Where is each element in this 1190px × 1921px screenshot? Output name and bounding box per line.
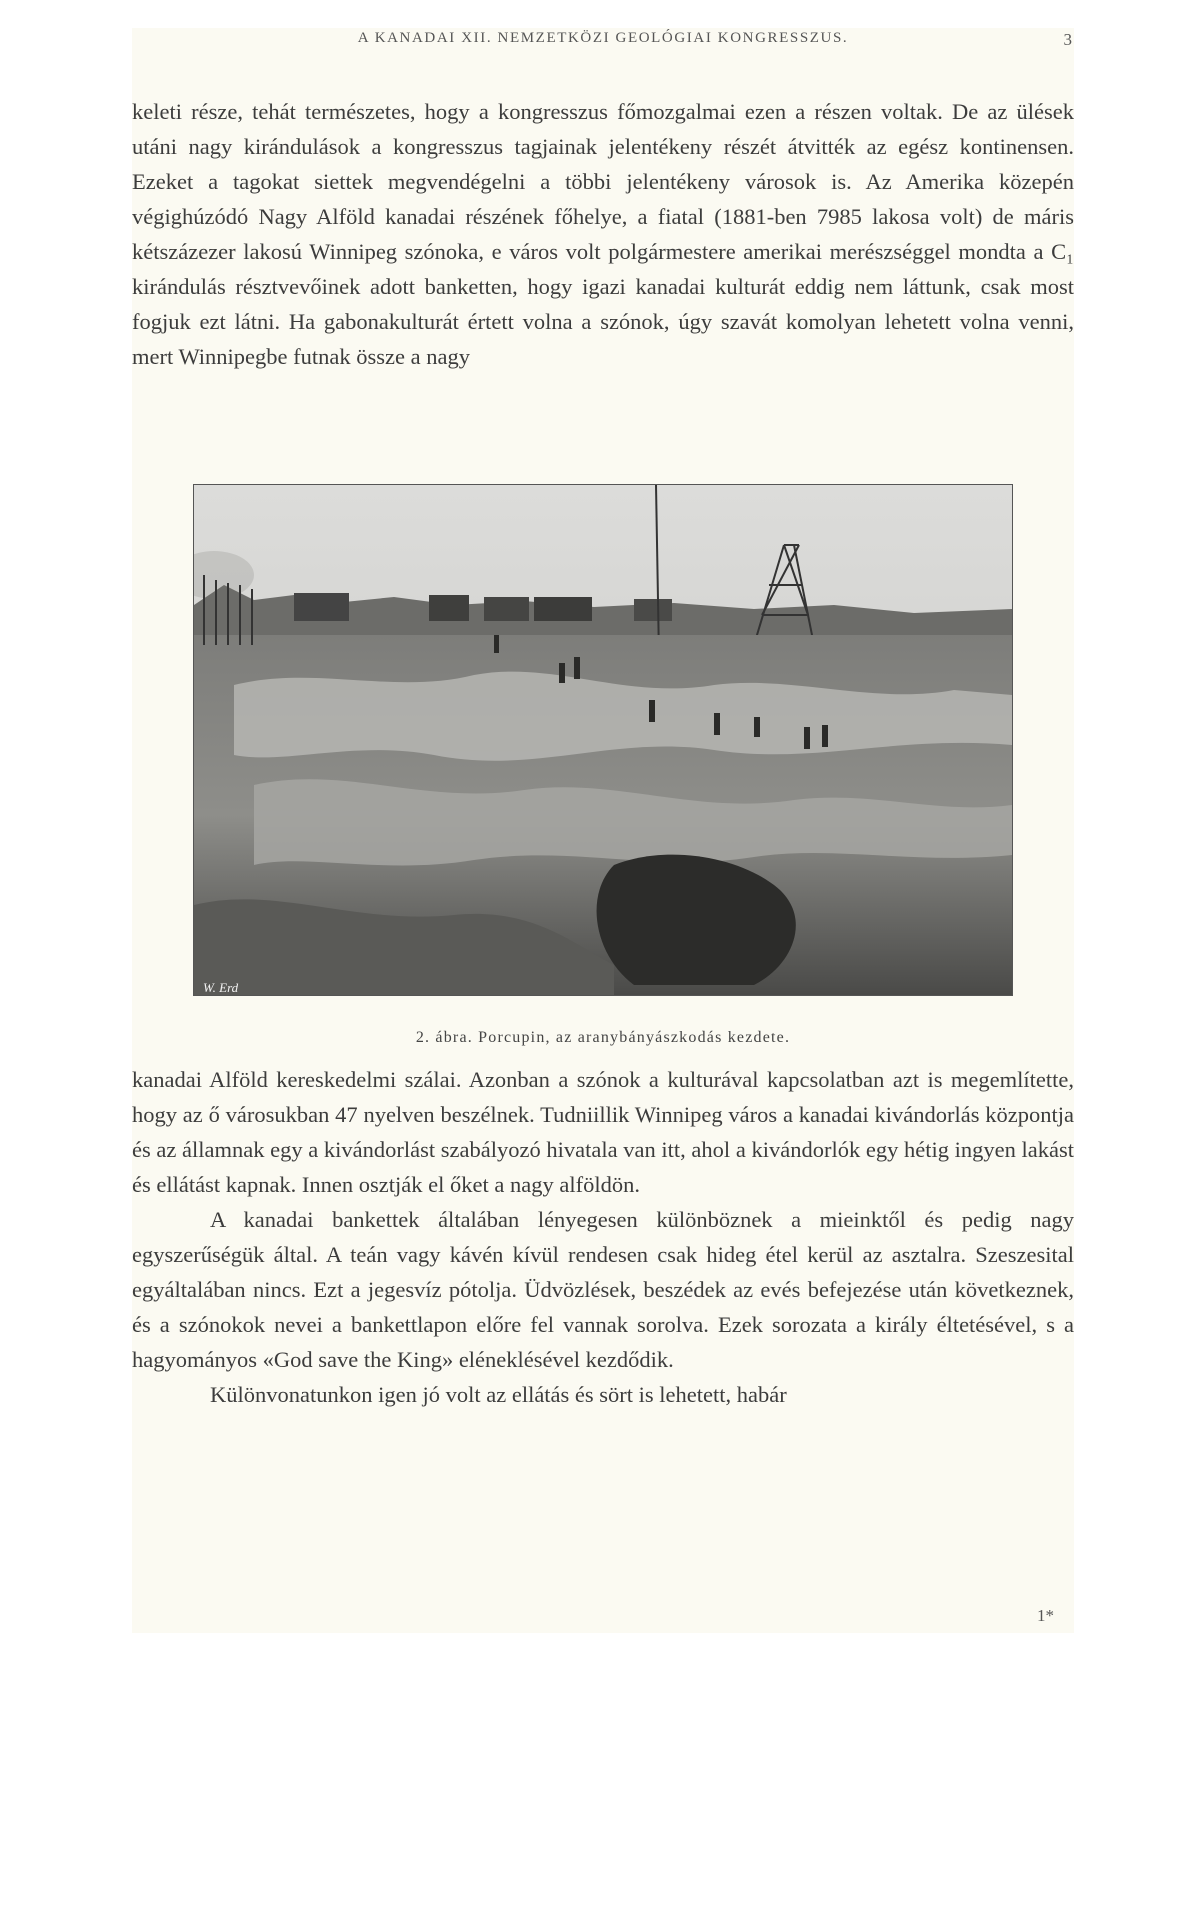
- figure-photo: [193, 484, 1013, 996]
- running-head-title: A KANADAI XII. NEMZETKÖZI GEOLÓGIAI KONGRESSZUS.: [357, 30, 849, 46]
- paragraph: A kanadai bankettek általában lényegesen különböznek a mieinktől és pedig nagy egyszerűségük által. A teán vagy kávén kívül rendesen csak hideg étel kerül az asztalra. Szeszesital egyáltalában nincs. Ezt a jegesvíz pótolja. Üdvözlések, beszédek az evés befejezése után következnek, és a szónokok nevei a bankettlapon előre fel vannak sorolva. Ezek sorozata a király éltetésével, s a hagyományos «God save the King» eléneklésével kezdődik.: [132, 1207, 1074, 1372]
- figure: [193, 484, 1013, 1046]
- paragraph: Különvonatunkon igen jó volt az ellátás és sört is lehetett, habár: [210, 1382, 787, 1407]
- paragraph: kanadai Alföld kereskedelmi szálai. Azonban a szónok a kulturával kapcsolatban azt is megemlítette, hogy az ő városukban 47 nyelven beszélnek. Tudniillik Winnipeg város a kanadai kivándorlás központja és az államnak egy a kivándorlást szabályozó hivatala van itt, ahol a kivándorlók egy hétig ingyen lakást és ellátást kapnak. Innen osztják el őket a nagy alföldön.: [132, 1067, 1074, 1197]
- running-head: [132, 30, 1074, 58]
- page-number: 3: [1063, 30, 1072, 49]
- body-text-top: [132, 94, 1074, 374]
- photo-signature: W. Erd: [203, 980, 239, 995]
- mine-photo-illustration: [194, 485, 1012, 995]
- body-text-bottom: [132, 1062, 1074, 1412]
- paragraph: keleti része, tehát természetes, hogy a kongresszus főmozgalmai ezen a részen voltak. De az ülések utáni nagy kirándulások a kongresszus tagjainak jelentékeny részét átvitték az egész kontinensen. Ezeket a tagokat siettek megvendégelni a többi jelentékeny városok is. Az Amerika közepén végighúzódó Nagy Alföld kanadai részének főhelye, a fiatal (1881-ben 7985 lakosa volt) de máris kétszázezer lakosú Winnipeg szónoka, e város volt polgármestere amerikai merészséggel mondta a C₁ kirándulás résztvevőinek adott banketten, hogy igazi kanadai kulturát eddig nem láttunk, csak most fogjuk ezt látni. Ha gabonakulturát értett volna a szónok, úgy szavát komolyan lehetett volna venni, mert Winnipegbe futnak össze a nagy: [132, 99, 1074, 369]
- signature-mark: 1*: [1037, 1606, 1054, 1625]
- figure-caption: 2. ábra. Porcupin, az aranybányászkodás kezdete.: [415, 1029, 791, 1046]
